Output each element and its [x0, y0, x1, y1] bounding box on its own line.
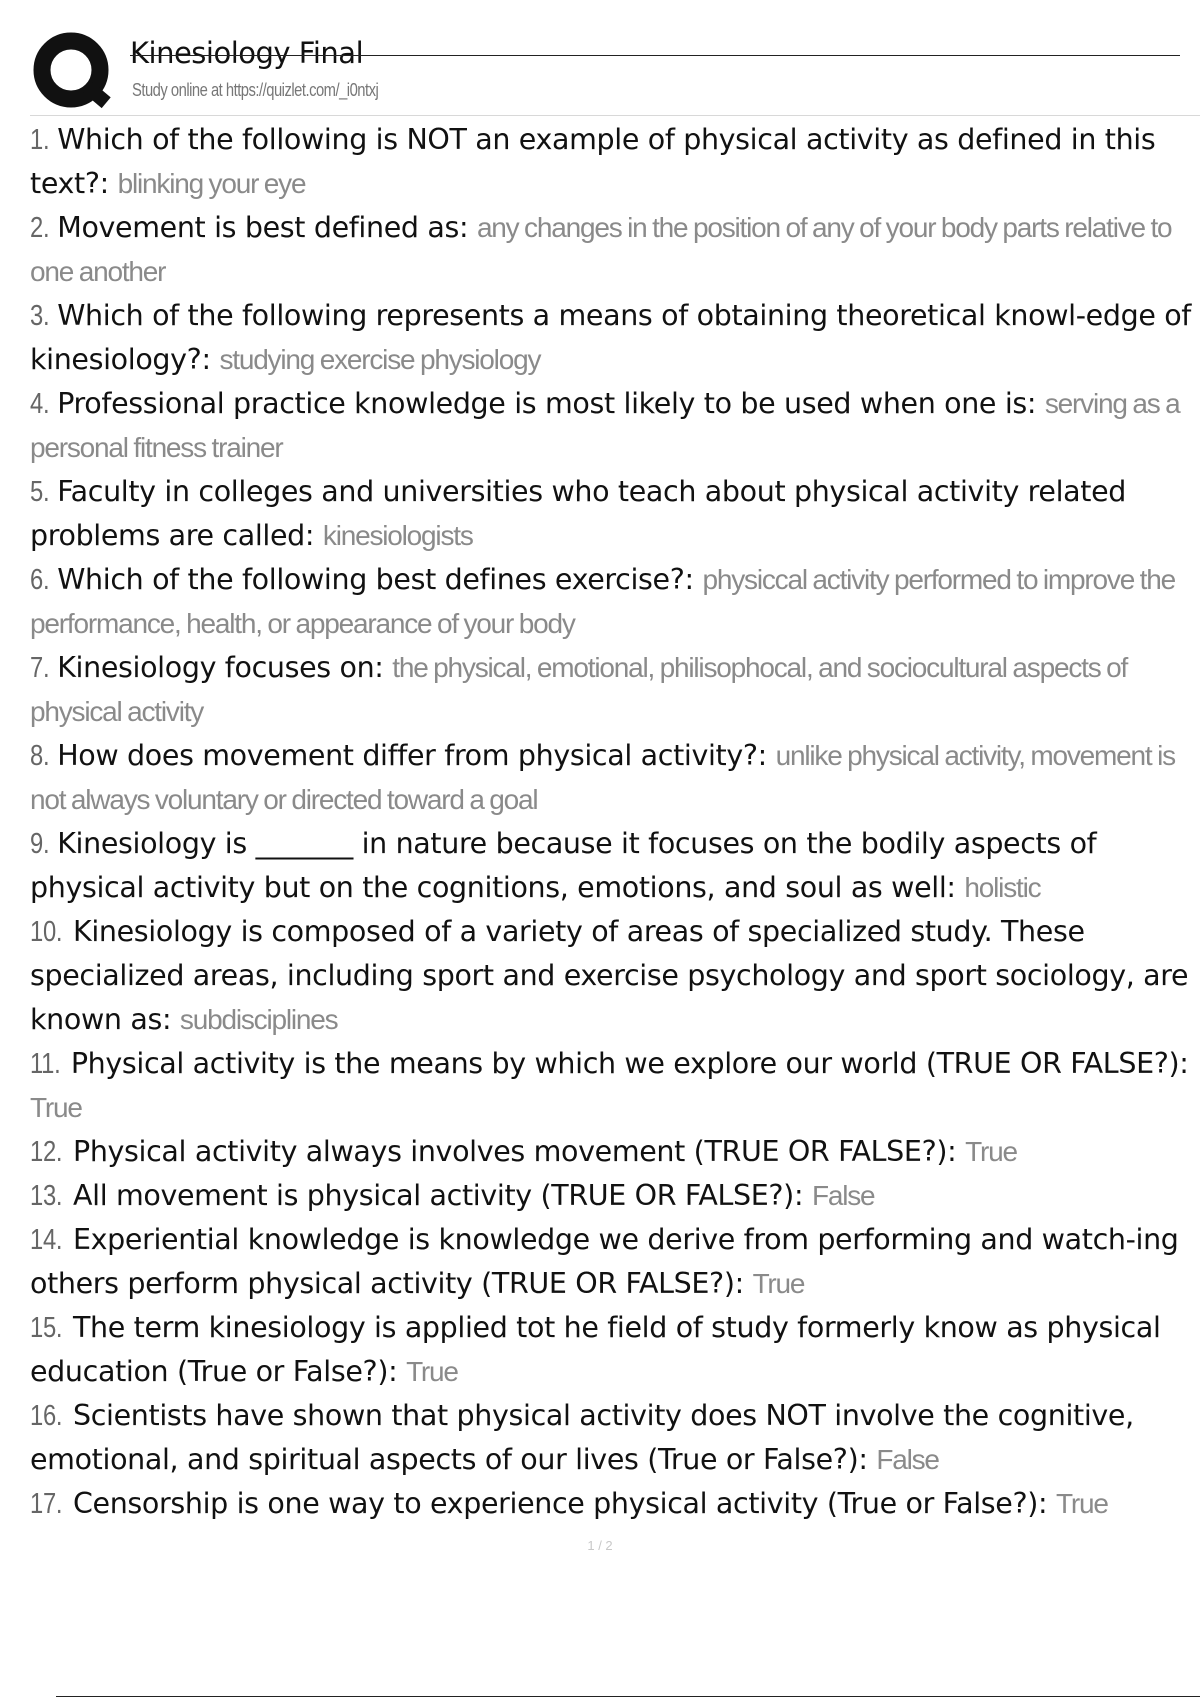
card-question: All movement is physical activity (TRUE OR FALSE?):: [72, 1179, 804, 1212]
card-answer: holistic: [964, 872, 1041, 903]
card-answer: kinesiologists: [322, 520, 473, 551]
card-number: 8.: [30, 740, 50, 772]
document-header: [30, 28, 1200, 118]
flashcard-item: [30, 118, 1200, 206]
study-online-link[interactable]: Study online at https://quizlet.com/_i0ntxj: [132, 80, 379, 100]
card-number: 3.: [30, 300, 50, 332]
card-number: 10.: [30, 916, 63, 948]
card-answer: serving as a personal fitness trainer: [30, 388, 1180, 463]
flashcard-item: [30, 558, 1200, 646]
card-question: Movement is best defined as:: [57, 211, 469, 244]
card-question: Which of the following best defines exercise?:: [57, 563, 694, 596]
flashcard-item: [30, 646, 1200, 734]
card-answer: unlike physical activity, movement is not always voluntary or directed toward a goal: [30, 740, 1175, 815]
flashcard-item: [30, 1174, 1200, 1218]
card-answer: studying exercise physiology: [219, 344, 541, 375]
document-title: Kinesiology Final: [130, 36, 364, 70]
card-number: 13.: [30, 1180, 63, 1212]
flashcard-item: [30, 1482, 1200, 1526]
card-question: Kinesiology is _______ in nature because it focuses on the bodily aspects of physical activity but on the cognitions, emotions, and soul as well:: [30, 827, 1097, 904]
card-number: 5.: [30, 476, 50, 508]
flashcard-item: [30, 1042, 1200, 1130]
flashcard-item: [30, 206, 1200, 294]
card-answer: blinking your eye: [117, 168, 306, 199]
flashcard-item: [30, 822, 1200, 910]
card-number: 17.: [30, 1488, 63, 1520]
card-number: 12.: [30, 1136, 63, 1168]
card-question: Physical activity always involves movement (TRUE OR FALSE?):: [72, 1135, 957, 1168]
card-number: 6.: [30, 564, 50, 596]
card-question: Kinesiology focuses on:: [57, 651, 384, 684]
card-answer: subdisciplines: [179, 1004, 338, 1035]
card-number: 14.: [30, 1224, 63, 1256]
card-question: Scientists have shown that physical activity does NOT involve the cognitive, emotional, and spiritual aspects of our lives (True or False?):: [30, 1399, 1134, 1476]
card-answer: physiccal activity performed to improve the performance, health, or appearance of your body: [30, 564, 1175, 639]
card-number: 7.: [30, 652, 50, 684]
card-answer: True: [406, 1356, 458, 1387]
card-answer: True: [1055, 1488, 1108, 1519]
card-question: Physical activity is the means by which we explore our world (TRUE OR FALSE?):: [70, 1047, 1189, 1080]
flashcard-item: [30, 910, 1200, 1042]
page-bottom-rule: [56, 1696, 1200, 1697]
card-question: Kinesiology is composed of a variety of areas of specialized study. These specialized areas, including sport and exercise psychology and sport sociology, are known as:: [30, 915, 1189, 1036]
quizlet-logo-icon: [33, 32, 113, 112]
card-answer: False: [811, 1180, 875, 1211]
card-answer: True: [752, 1268, 805, 1299]
card-answer: True: [965, 1136, 1017, 1167]
card-question: Faculty in colleges and universities who teach about physical activity related problems are called:: [30, 475, 1127, 552]
flashcard-item: [30, 1306, 1200, 1394]
card-number: 9.: [30, 828, 50, 860]
card-answer: the physical, emotional, philisophocal, and sociocultural aspects of physical activity: [30, 652, 1128, 727]
card-number: 4.: [30, 388, 50, 420]
card-question: Experiential knowledge is knowledge we derive from performing and watch-ing others perform physical activity (TRUE OR FALSE?):: [30, 1223, 1179, 1300]
card-question: Censorship is one way to experience physical activity (True or False?):: [72, 1487, 1048, 1520]
title-strike-rule: [130, 55, 1180, 56]
header-divider: [30, 115, 1200, 116]
flashcard-item: [30, 382, 1200, 470]
flashcard-item: [30, 294, 1200, 382]
card-answer: any changes in the position of any of your body parts relative to one another: [30, 212, 1172, 287]
card-question: Which of the following is NOT an example of physical activity as defined in this text?:: [30, 123, 1156, 200]
page-number: 1 / 2: [587, 1538, 613, 1553]
card-question: How does movement differ from physical activity?:: [57, 739, 767, 772]
card-number: 15.: [30, 1312, 63, 1344]
card-answer: False: [876, 1444, 939, 1475]
card-question: Professional practice knowledge is most likely to be used when one is:: [57, 387, 1037, 420]
flashcard-item: [30, 1394, 1200, 1482]
card-question: Which of the following represents a means of obtaining theoretical knowl-edge of kinesiology?:: [30, 299, 1191, 376]
card-question: The term kinesiology is applied tot he field of study formerly know as physical education (True or False?):: [30, 1311, 1161, 1388]
flashcard-item: [30, 1218, 1200, 1306]
card-number: 2.: [30, 212, 50, 244]
flashcard-item: [30, 734, 1200, 822]
flashcard-item: [30, 470, 1200, 558]
card-number: 11.: [30, 1048, 61, 1080]
card-number: 16.: [30, 1400, 63, 1432]
card-answer: True: [30, 1092, 82, 1123]
flashcard-list: [30, 118, 1200, 1526]
flashcard-item: [30, 1130, 1200, 1174]
card-number: 1.: [30, 124, 50, 156]
